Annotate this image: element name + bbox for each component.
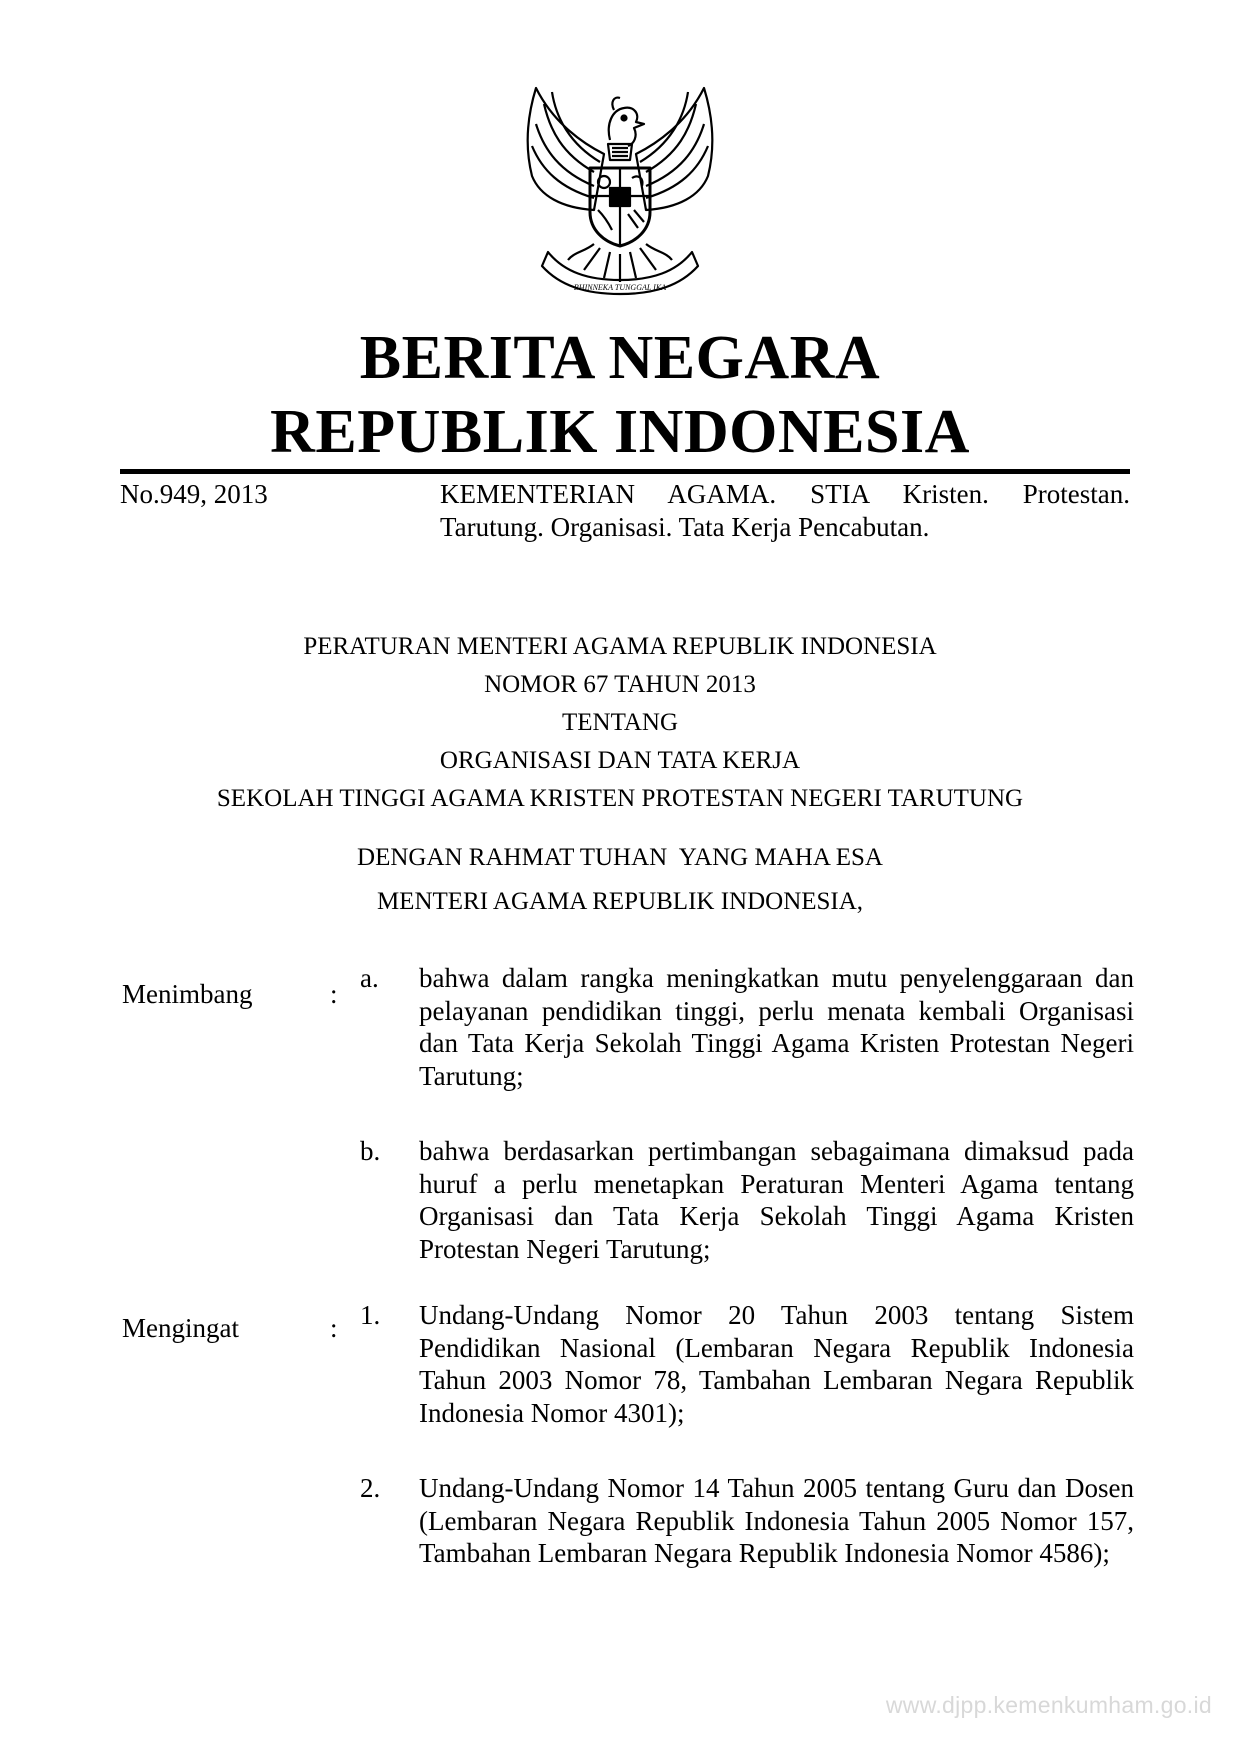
- mengingat-label: Mengingat: [122, 1313, 239, 1343]
- list-item-text: bahwa dalam rangka meningkatkan mutu penyelenggaraan dan pelayanan pendidikan tinggi, perlu menata kembali Organisasi dan Tata Kerja Sekolah Tinggi Agama Kristen Protestan Negeri Tarutung;: [419, 963, 1134, 1091]
- menimbang-colon: :: [330, 979, 338, 1009]
- mengingat-colon: :: [330, 1313, 338, 1343]
- issue-subject: KEMENTERIAN AGAMA. STIA Kristen. Protestan. Tarutung. Organisasi. Tata Kerja Pencabutan.: [440, 479, 1130, 542]
- watermark: www.djpp.kemenkumham.go.id: [885, 1692, 1212, 1718]
- opening-line: MENTERI AGAMA REPUBLIK INDONESIA,: [376, 888, 864, 915]
- list-item-marker: b.: [360, 1136, 381, 1166]
- opening-line: DENGAN RAHMAT TUHAN YANG MAHA ESA: [357, 844, 883, 871]
- menimbang-label: Menimbang: [122, 979, 253, 1009]
- regulation-heading: [0, 628, 1240, 818]
- masthead-title-line1: BERITA NEGARA: [359, 324, 881, 392]
- heading-line: PERATURAN MENTERI AGAMA REPUBLIK INDONESIA: [303, 633, 937, 660]
- garuda-emblem-icon: [514, 84, 726, 298]
- heading-line: SEKOLAH TINGGI AGAMA KRISTEN PROTESTAN NEGERI TARUTUNG: [216, 785, 1024, 812]
- list-item-text: Undang-Undang Nomor 20 Tahun 2003 tentang Sistem Pendidikan Nasional (Lembaran Negara Republik Indonesia Tahun 2003 Nomor 78, Tambahan Lembaran Negara Republik Indonesia Nomor 4301);: [419, 1300, 1134, 1428]
- list-item-text: bahwa berdasarkan pertimbangan sebagaimana dimaksud pada huruf a perlu menetapkan Peraturan Menteri Agama tentang Organisasi dan Tata Kerja Sekolah Tinggi Agama Kristen Protestan Negeri Tarutung;: [419, 1136, 1134, 1264]
- issue-number: No.949, 2013: [120, 479, 268, 509]
- heading-line: TENTANG: [561, 709, 679, 736]
- list-item-marker: 1.: [360, 1300, 381, 1330]
- list-item-marker: a.: [360, 963, 379, 993]
- list-item-marker: 2.: [360, 1473, 381, 1503]
- emblem-motto: BHINNEKA TUNGGAL IKA: [573, 283, 667, 292]
- heading-line: ORGANISASI DAN TATA KERJA: [439, 747, 801, 774]
- opening-formula: [0, 836, 1240, 924]
- heading-line: NOMOR 67 TAHUN 2013: [484, 671, 756, 698]
- list-item-text: Undang-Undang Nomor 14 Tahun 2005 tentang Guru dan Dosen (Lembaran Negara Republik Indonesia Tahun 2005 Nomor 157, Tambahan Lembaran Negara Republik Indonesia Nomor 4586);: [419, 1473, 1134, 1568]
- masthead-title-line2: REPUBLIK INDONESIA: [270, 398, 970, 466]
- masthead-divider: [120, 469, 1130, 474]
